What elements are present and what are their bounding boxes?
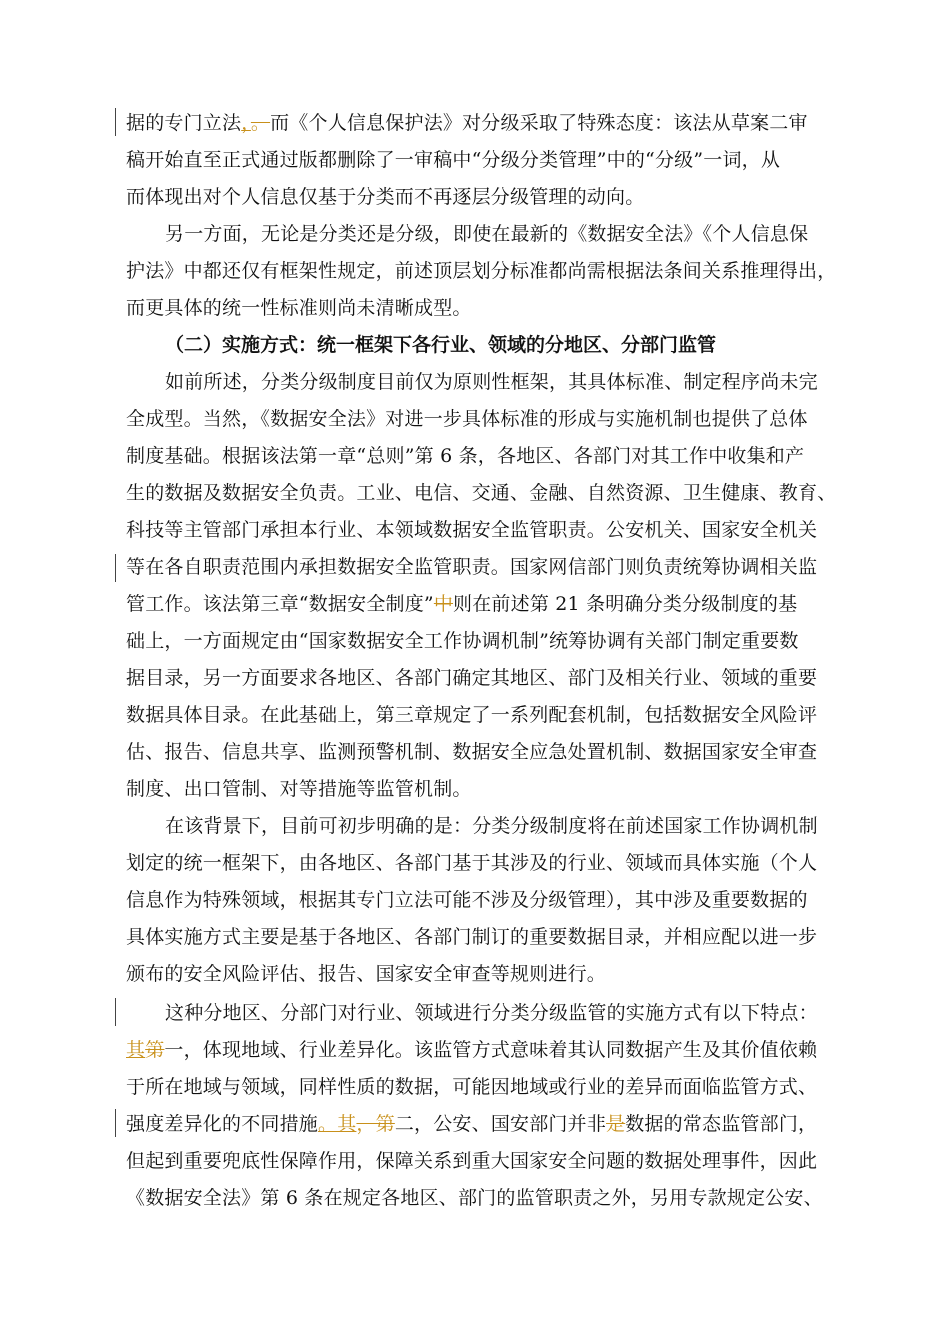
revision-change-bar — [115, 1109, 116, 1137]
text-run: 一，体现地域、行业差异化。该监管方式意味着其认同数据产生及其价值依赖 — [164, 1039, 818, 1061]
text-run: 管工作。该法第三章“数据安全制度” — [126, 593, 434, 615]
text-line — [126, 110, 826, 136]
text-line: 颁布的安全风险评估、报告、国家安全审查等规则进行。 — [126, 963, 607, 985]
text-line: 于所在地域与领域，同样性质的数据，可能因地域或行业的差异而面临监管方式、 — [126, 1076, 818, 1098]
deleted-text: 是 — [606, 1113, 626, 1135]
text-run: 据的专门立法 — [126, 112, 242, 134]
text-line: 护法》中都还仅有框架性规定，前述顶层划分标准都尚需根据法条间关系推理得出， — [126, 260, 837, 282]
revision-change-bar — [115, 998, 116, 1026]
text-line: 据目录，另一方面要求各地区、各部门确定其地区、部门及相关行业、领域的重要 — [126, 667, 818, 689]
text-line: 科技等主管部门承担本行业、本领域数据安全监管职责。公安机关、国家安全机关 — [126, 519, 818, 541]
text-line: 信息作为特殊领域，根据其专门立法可能不涉及分级管理），其中涉及重要数据的 — [126, 889, 808, 911]
text-line: 另一方面，无论是分类还是分级，即使在最新的《数据安全法》《个人信息保 — [165, 223, 809, 245]
inserted-text: 其 — [126, 1039, 146, 1061]
text-line: 《数据安全法》第 6 条在规定各地区、部门的监管职责之外，另用专款规定公安、 — [126, 1187, 823, 1209]
text-line: 等在各自职责范围内承担数据安全监管职责。国家网信部门则负责统筹协调相关监 — [126, 556, 818, 578]
deleted-text: 第 — [145, 1039, 165, 1061]
text-line: 数据具体目录。在此基础上，第三章规定了一系列配套机制，包括数据安全风险评 — [126, 704, 818, 726]
text-line: 制度基础。根据该法第一章“总则”第 6 条，各地区、各部门对其工作中收集和产 — [126, 445, 805, 467]
text-line: 而体现出对个人信息仅基于分类而不再逐层分级管理的动向。 — [126, 186, 645, 208]
text-line: 在该背景下，目前可初步明确的是：分类分级制度将在前述国家工作协调机制 — [165, 815, 818, 837]
text-run: 强度差异化的不同措施 — [126, 1113, 319, 1135]
text-run: 数据的常态监管部门， — [625, 1113, 818, 1135]
text-line — [126, 1037, 826, 1063]
text-line: 但起到重要兜底性保障作用，保障关系到重大国家安全问题的数据处理事件，因此 — [126, 1150, 818, 1172]
revision-change-bar — [115, 554, 116, 582]
inserted-text: ， — [241, 112, 251, 134]
text-line: 稿开始直至正式通过版都删除了一审稿中“分级分类管理”中的“分级”一词，从 — [126, 149, 781, 171]
text-run: 二，公安、国安部门并非 — [394, 1113, 607, 1135]
text-line — [126, 591, 826, 617]
text-run: 则在前述第 21 条明确分类分级制度的基 — [453, 593, 798, 615]
deleted-text: 中 — [433, 593, 454, 615]
deleted-text: 。 — [250, 112, 271, 134]
text-line: 而更具体的统一性标准则尚未清晰成型。 — [126, 297, 472, 319]
inserted-text: 。其 — [318, 1113, 357, 1135]
text-line: 生的数据及数据安全负责。工业、电信、交通、金融、自然资源、卫生健康、教育、 — [126, 482, 837, 504]
section-heading: （二）实施方式：统一框架下各行业、领域的分地区、分部门监管 — [165, 334, 717, 356]
text-run: 而《个人信息保护法》对分级采取了特殊态度：该法从草案二审 — [270, 112, 808, 134]
text-line — [126, 1111, 826, 1137]
text-line: 如前所述，分类分级制度目前仅为原则性框架，其具体标准、制定程序尚未完 — [165, 371, 818, 393]
text-line: 具体实施方式主要是基于各地区、各部门制订的重要数据目录，并相应配以进一步 — [126, 926, 818, 948]
text-line: 全成型。当然，《数据安全法》对进一步具体标准的形成与实施机制也提供了总体 — [126, 408, 808, 430]
text-line: 础上，一方面规定由“国家数据安全工作协调机制”统筹协调有关部门制定重要数 — [126, 630, 799, 652]
text-line: 估、报告、信息共享、监测预警机制、数据安全应急处置机制、数据国家安全审查 — [126, 741, 818, 763]
text-line: 这种分地区、分部门对行业、领域进行分类分级监管的实施方式有以下特点： — [165, 1002, 818, 1024]
deleted-text: ，第 — [356, 1113, 395, 1135]
revision-change-bar — [115, 108, 116, 136]
text-line: 划定的统一框架下，由各地区、各部门基于其涉及的行业、领域而具体实施（个人 — [126, 852, 818, 874]
text-line: 制度、出口管制、对等措施等监管机制。 — [126, 778, 472, 800]
